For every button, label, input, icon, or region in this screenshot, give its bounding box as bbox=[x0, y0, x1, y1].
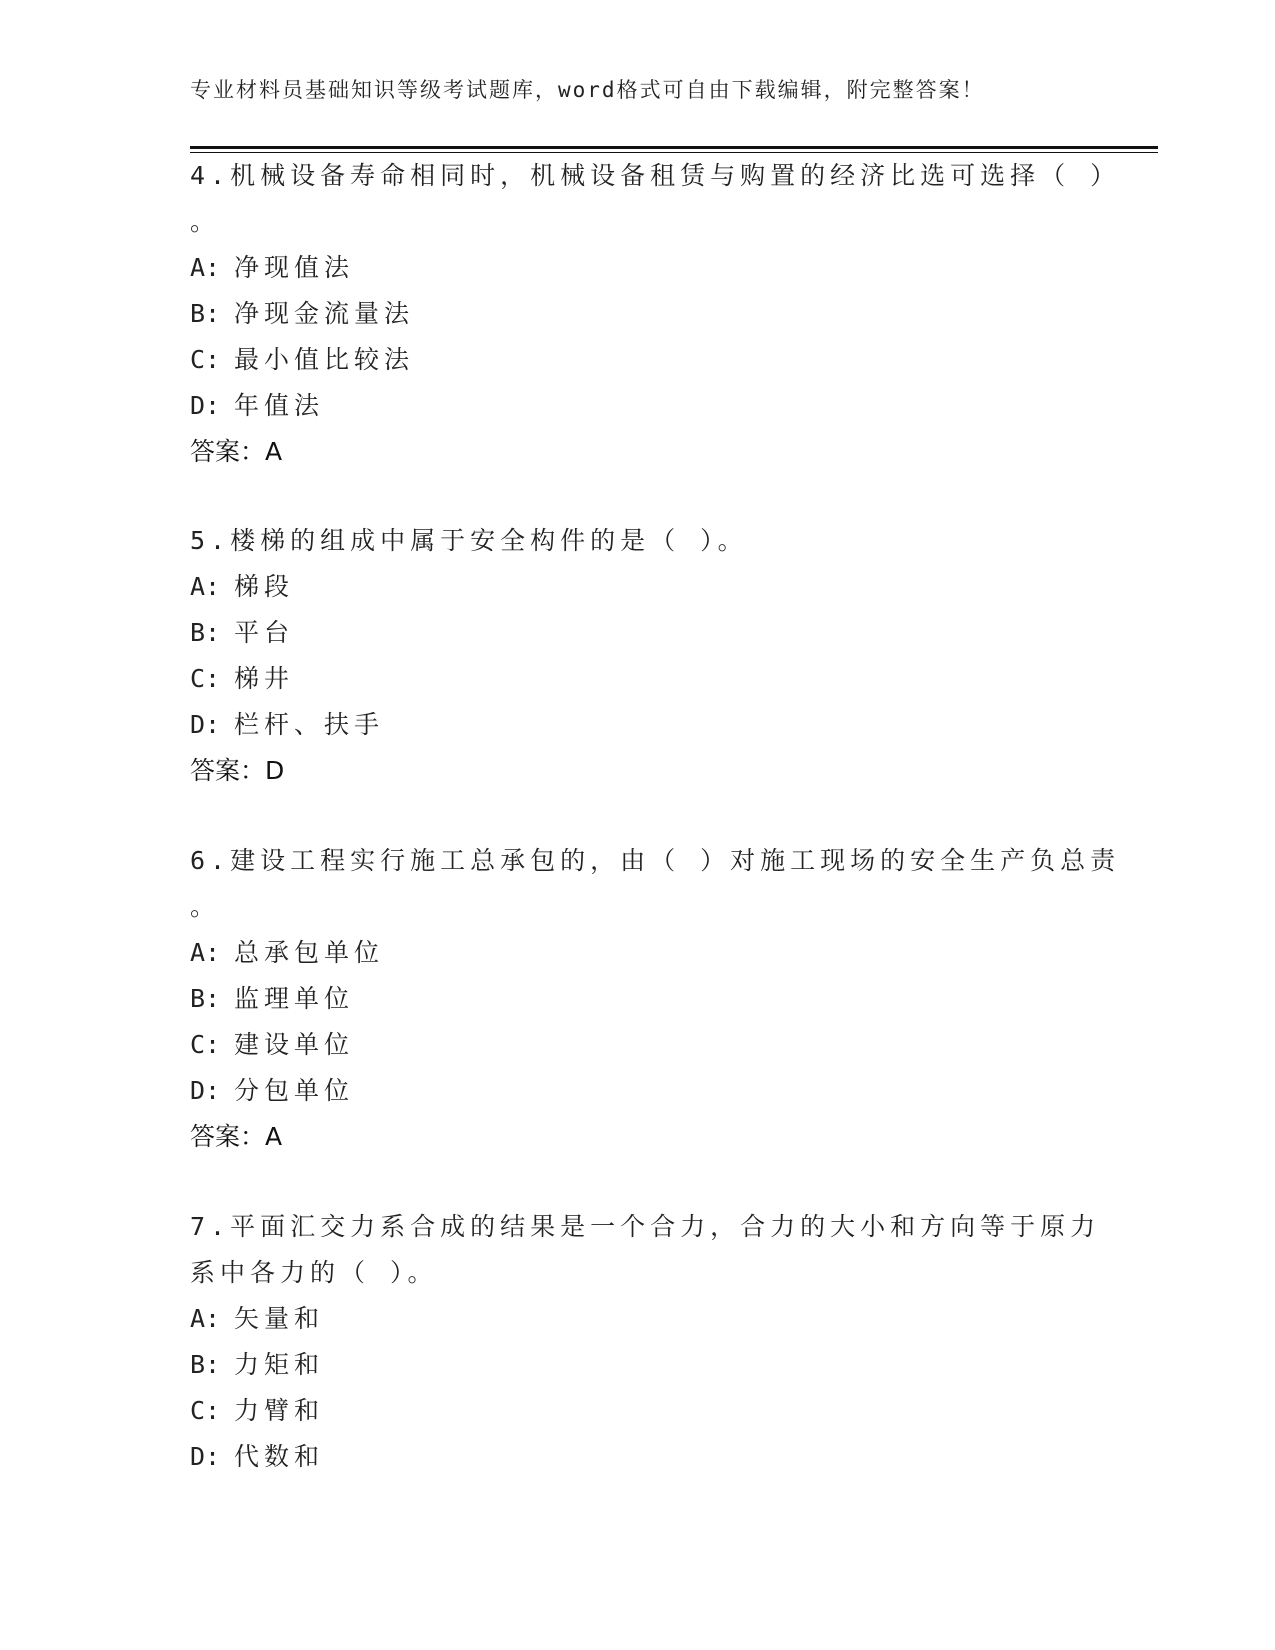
question-text: 5.楼梯的组成中属于安全构件的是（ ）。 bbox=[190, 526, 748, 555]
option-key: A: bbox=[190, 938, 221, 967]
option-c bbox=[190, 656, 1090, 702]
option-text: 建设单位 bbox=[234, 1030, 355, 1059]
question-7 bbox=[190, 1204, 1101, 1480]
option-text: 力臂和 bbox=[234, 1396, 325, 1425]
option-b bbox=[190, 291, 1090, 337]
option-key: B: bbox=[190, 984, 221, 1013]
option-text: 净现值法 bbox=[234, 253, 355, 282]
question-tail: 。 bbox=[190, 892, 216, 921]
option-a bbox=[190, 245, 1090, 291]
question-4 bbox=[190, 153, 1121, 475]
option-key: C: bbox=[190, 1030, 221, 1059]
question-6 bbox=[190, 838, 1121, 1160]
option-key: B: bbox=[190, 618, 221, 647]
option-key: B: bbox=[190, 299, 221, 328]
option-c bbox=[190, 1388, 1090, 1434]
option-text: 分包单位 bbox=[234, 1076, 355, 1105]
option-key: D: bbox=[190, 1442, 221, 1471]
option-key: A: bbox=[190, 1304, 221, 1333]
answer-line: 答案：A bbox=[190, 437, 283, 466]
answer-line: 答案：D bbox=[190, 756, 285, 785]
option-c bbox=[190, 337, 1090, 383]
option-d bbox=[190, 383, 1090, 429]
option-key: A: bbox=[190, 253, 221, 282]
option-key: C: bbox=[190, 664, 221, 693]
option-text: 年值法 bbox=[234, 391, 325, 420]
option-a bbox=[190, 930, 1090, 976]
question-5 bbox=[190, 518, 1090, 794]
option-c bbox=[190, 1022, 1090, 1068]
option-d bbox=[190, 702, 1090, 748]
question-text: 7.平面汇交力系合成的结果是一个合力，合力的大小和方向等于原力 系中各力的（ ）。 bbox=[190, 1212, 1101, 1287]
option-text: 梯井 bbox=[234, 664, 295, 693]
question-tail: 。 bbox=[190, 207, 216, 236]
option-text: 代数和 bbox=[234, 1442, 325, 1471]
option-text: 平台 bbox=[234, 618, 295, 647]
option-text: 净现金流量法 bbox=[234, 299, 415, 328]
option-text: 栏杆、扶手 bbox=[234, 710, 385, 739]
option-b bbox=[190, 1342, 1090, 1388]
header-rule-thick bbox=[190, 146, 1158, 149]
option-text: 监理单位 bbox=[234, 984, 355, 1013]
option-key: C: bbox=[190, 1396, 221, 1425]
option-a bbox=[190, 1296, 1090, 1342]
option-a bbox=[190, 564, 1090, 610]
option-key: A: bbox=[190, 572, 221, 601]
answer-line: 答案：A bbox=[190, 1122, 283, 1151]
option-key: D: bbox=[190, 391, 221, 420]
option-text: 梯段 bbox=[234, 572, 295, 601]
page-header: 专业材料员基础知识等级考试题库，word格式可自由下载编辑，附完整答案！ bbox=[190, 78, 985, 102]
question-text: 6.建设工程实行施工总承包的，由（ ）对施工现场的安全生产负总责 bbox=[190, 846, 1121, 875]
option-text: 矢量和 bbox=[234, 1304, 325, 1333]
option-key: C: bbox=[190, 345, 221, 374]
option-text: 总承包单位 bbox=[234, 938, 385, 967]
option-d bbox=[190, 1068, 1090, 1114]
option-text: 力矩和 bbox=[234, 1350, 325, 1379]
option-key: D: bbox=[190, 1076, 221, 1105]
option-text: 最小值比较法 bbox=[234, 345, 415, 374]
option-d bbox=[190, 1434, 1090, 1480]
option-b bbox=[190, 976, 1090, 1022]
option-key: B: bbox=[190, 1350, 221, 1379]
option-key: D: bbox=[190, 710, 221, 739]
option-b bbox=[190, 610, 1090, 656]
question-text: 4.机械设备寿命相同时，机械设备租赁与购置的经济比选可选择（ ） bbox=[190, 161, 1121, 190]
